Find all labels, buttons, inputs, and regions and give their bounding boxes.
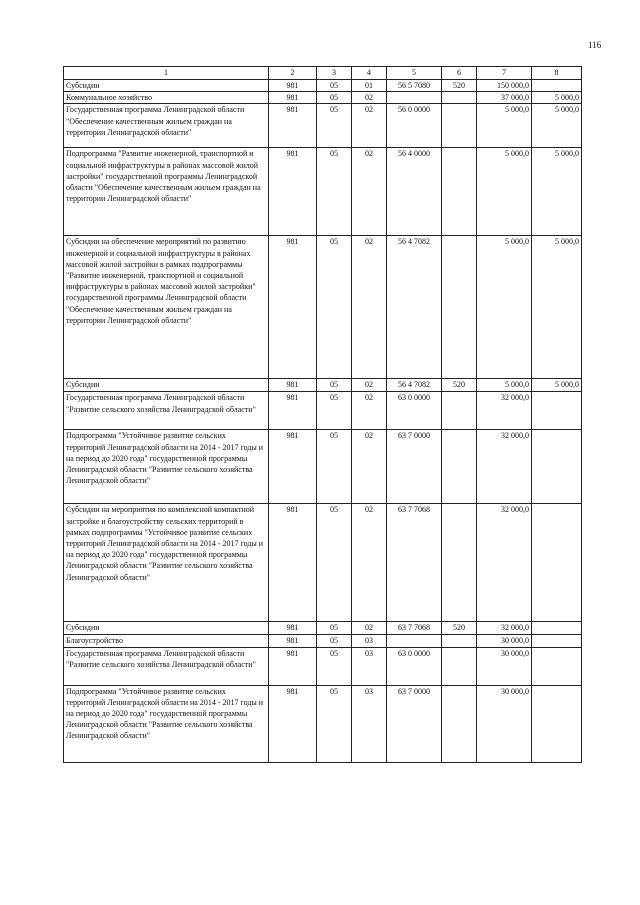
row-cell <box>442 92 477 104</box>
row-amount-cell: 30 000,0 <box>477 647 532 685</box>
row-name-cell: Благоустройство <box>64 635 269 647</box>
budget-table <box>63 66 582 763</box>
header-cell: 7 <box>477 67 532 80</box>
row-amount-cell <box>532 80 582 92</box>
row-amount-cell <box>532 685 582 762</box>
table-row <box>64 685 582 762</box>
row-amount-cell: 30 000,0 <box>477 635 532 647</box>
row-cell: 05 <box>317 236 352 379</box>
row-cell: 63 7 7068 <box>387 622 442 635</box>
row-amount-cell <box>532 430 582 504</box>
row-cell: 05 <box>317 80 352 92</box>
row-cell: 05 <box>317 622 352 635</box>
row-cell: 981 <box>269 92 317 104</box>
row-cell: 56 5 7080 <box>387 80 442 92</box>
row-cell: 05 <box>317 379 352 392</box>
row-cell: 981 <box>269 430 317 504</box>
row-amount-cell <box>532 504 582 622</box>
row-name-cell: Субсидии <box>64 80 269 92</box>
row-cell <box>442 104 477 148</box>
table-row <box>64 647 582 685</box>
row-amount-cell: 5 000,0 <box>532 148 582 236</box>
row-cell: 03 <box>352 647 387 685</box>
row-cell <box>442 647 477 685</box>
header-cell: 2 <box>269 67 317 80</box>
row-cell <box>442 392 477 430</box>
row-cell: 05 <box>317 504 352 622</box>
row-cell: 981 <box>269 392 317 430</box>
row-name-cell: Субсидии <box>64 622 269 635</box>
row-amount-cell: 5 000,0 <box>477 379 532 392</box>
row-cell: 02 <box>352 392 387 430</box>
header-cell: 8 <box>532 67 582 80</box>
row-cell: 05 <box>317 392 352 430</box>
table-row <box>64 392 582 430</box>
row-amount-cell: 37 000,0 <box>477 92 532 104</box>
row-cell: 02 <box>352 148 387 236</box>
row-amount-cell: 5 000,0 <box>477 236 532 379</box>
row-cell: 05 <box>317 685 352 762</box>
row-amount-cell: 150 000,0 <box>477 80 532 92</box>
row-cell: 981 <box>269 685 317 762</box>
page-number: 116 <box>588 40 602 50</box>
row-cell: 520 <box>442 622 477 635</box>
row-cell: 63 7 0000 <box>387 685 442 762</box>
row-cell: 520 <box>442 80 477 92</box>
row-cell: 981 <box>269 104 317 148</box>
row-name-cell: Государственная программа Ленинградской области "Развитие сельского хозяйства Ленинградской области" <box>64 392 269 430</box>
row-cell: 05 <box>317 647 352 685</box>
row-cell: 02 <box>352 622 387 635</box>
row-cell: 02 <box>352 104 387 148</box>
row-cell <box>387 635 442 647</box>
row-cell: 981 <box>269 80 317 92</box>
row-amount-cell: 5 000,0 <box>532 92 582 104</box>
row-name-cell: Субсидии на мероприятия по комплексной компактной застройке и благоустройству сельских территорий в рамках подпрограммы "Устойчивое развитие сельских территорий Ленинградской области на 2014 - 2017 годы и на период до 2020 года" государственной программы Ленинградской области "Развитие сельского хозяйства Ленинградской области" <box>64 504 269 622</box>
row-amount-cell: 5 000,0 <box>532 104 582 148</box>
row-name-cell: Подпрограмма "Устойчивое развитие сельских территорий Ленинградской области на 2014 - 2017 годы и на период до 2020 года" государственной программы Ленинградской области "Развитие сельского хозяйства Ленинградской области" <box>64 685 269 762</box>
row-name-cell: Государственная программа Ленинградской области "Обеспечение качественным жильем граждан на территории Ленинградской области" <box>64 104 269 148</box>
row-amount-cell <box>532 647 582 685</box>
row-cell: 56 4 7082 <box>387 236 442 379</box>
header-cell: 5 <box>387 67 442 80</box>
row-cell: 02 <box>352 92 387 104</box>
row-cell: 05 <box>317 104 352 148</box>
row-cell: 02 <box>352 430 387 504</box>
row-cell: 03 <box>352 685 387 762</box>
row-cell <box>387 92 442 104</box>
row-cell: 981 <box>269 236 317 379</box>
row-amount-cell: 32 000,0 <box>477 392 532 430</box>
row-name-cell: Подпрограмма "Развитие инженерной, транспортной и социальной инфраструктуры в районах массовой жилой застройки" государственной программы Ленинградской области "Обеспечение качественным жильем граждан на территории Ленинградской области" <box>64 148 269 236</box>
row-cell: 56 4 0000 <box>387 148 442 236</box>
header-cell: 3 <box>317 67 352 80</box>
table-body <box>64 67 582 763</box>
row-cell: 05 <box>317 635 352 647</box>
row-cell: 981 <box>269 148 317 236</box>
row-cell: 05 <box>317 92 352 104</box>
row-cell <box>442 148 477 236</box>
row-cell: 981 <box>269 622 317 635</box>
row-name-cell: Государственная программа Ленинградской области "Развитие сельского хозяйства Ленинградской области" <box>64 647 269 685</box>
row-cell <box>442 635 477 647</box>
row-amount-cell: 5 000,0 <box>532 236 582 379</box>
row-amount-cell: 5 000,0 <box>477 148 532 236</box>
row-name-cell: Субсидии на обеспечение мероприятий по развитию инженерной и социальной инфраструктуры в районах массовой жилой застройки в рамках подпрограммы "Развитие инженерной, транспортной и социальной инфраструктуры в районах массовой жилой застройки" государственной программы Ленинградской области "Обеспечение качественным жильем граждан на территории Ленинградской области" <box>64 236 269 379</box>
row-cell: 63 0 0000 <box>387 392 442 430</box>
header-cell: 1 <box>64 67 269 80</box>
row-cell: 01 <box>352 80 387 92</box>
row-cell <box>442 430 477 504</box>
table-row <box>64 430 582 504</box>
row-amount-cell <box>532 635 582 647</box>
row-amount-cell: 32 000,0 <box>477 622 532 635</box>
row-name-cell: Подпрограмма "Устойчивое развитие сельских территорий Ленинградской области на 2014 - 2017 годы и на период до 2020 года" государственной программы Ленинградской области "Развитие сельского хозяйства Ленинградской области" <box>64 430 269 504</box>
row-cell: 63 7 0000 <box>387 430 442 504</box>
row-cell: 981 <box>269 379 317 392</box>
table-row <box>64 148 582 236</box>
row-cell: 63 0 0000 <box>387 647 442 685</box>
row-cell: 520 <box>442 379 477 392</box>
row-amount-cell: 32 000,0 <box>477 504 532 622</box>
row-amount-cell: 5 000,0 <box>532 379 582 392</box>
row-name-cell: Субсидии <box>64 379 269 392</box>
row-cell: 03 <box>352 635 387 647</box>
row-cell: 05 <box>317 148 352 236</box>
row-cell: 56 4 7082 <box>387 379 442 392</box>
table-row <box>64 104 582 148</box>
row-cell: 981 <box>269 647 317 685</box>
row-cell <box>442 236 477 379</box>
row-cell: 02 <box>352 504 387 622</box>
row-cell <box>442 685 477 762</box>
table-row <box>64 504 582 622</box>
table-row <box>64 92 582 104</box>
row-name-cell: Коммунальное хозяйство <box>64 92 269 104</box>
row-cell: 02 <box>352 236 387 379</box>
table-row <box>64 622 582 635</box>
header-row <box>64 67 582 80</box>
row-cell: 981 <box>269 504 317 622</box>
row-cell <box>442 504 477 622</box>
table-row <box>64 635 582 647</box>
row-cell: 56 0 0000 <box>387 104 442 148</box>
row-amount-cell: 30 000,0 <box>477 685 532 762</box>
header-cell: 6 <box>442 67 477 80</box>
row-cell: 981 <box>269 635 317 647</box>
row-cell: 02 <box>352 379 387 392</box>
row-amount-cell <box>532 622 582 635</box>
row-amount-cell: 5 000,0 <box>477 104 532 148</box>
row-amount-cell <box>532 392 582 430</box>
row-cell: 63 7 7068 <box>387 504 442 622</box>
table-row <box>64 236 582 379</box>
table-row <box>64 80 582 92</box>
table-row <box>64 379 582 392</box>
row-cell: 05 <box>317 430 352 504</box>
row-amount-cell: 32 000,0 <box>477 430 532 504</box>
header-cell: 4 <box>352 67 387 80</box>
